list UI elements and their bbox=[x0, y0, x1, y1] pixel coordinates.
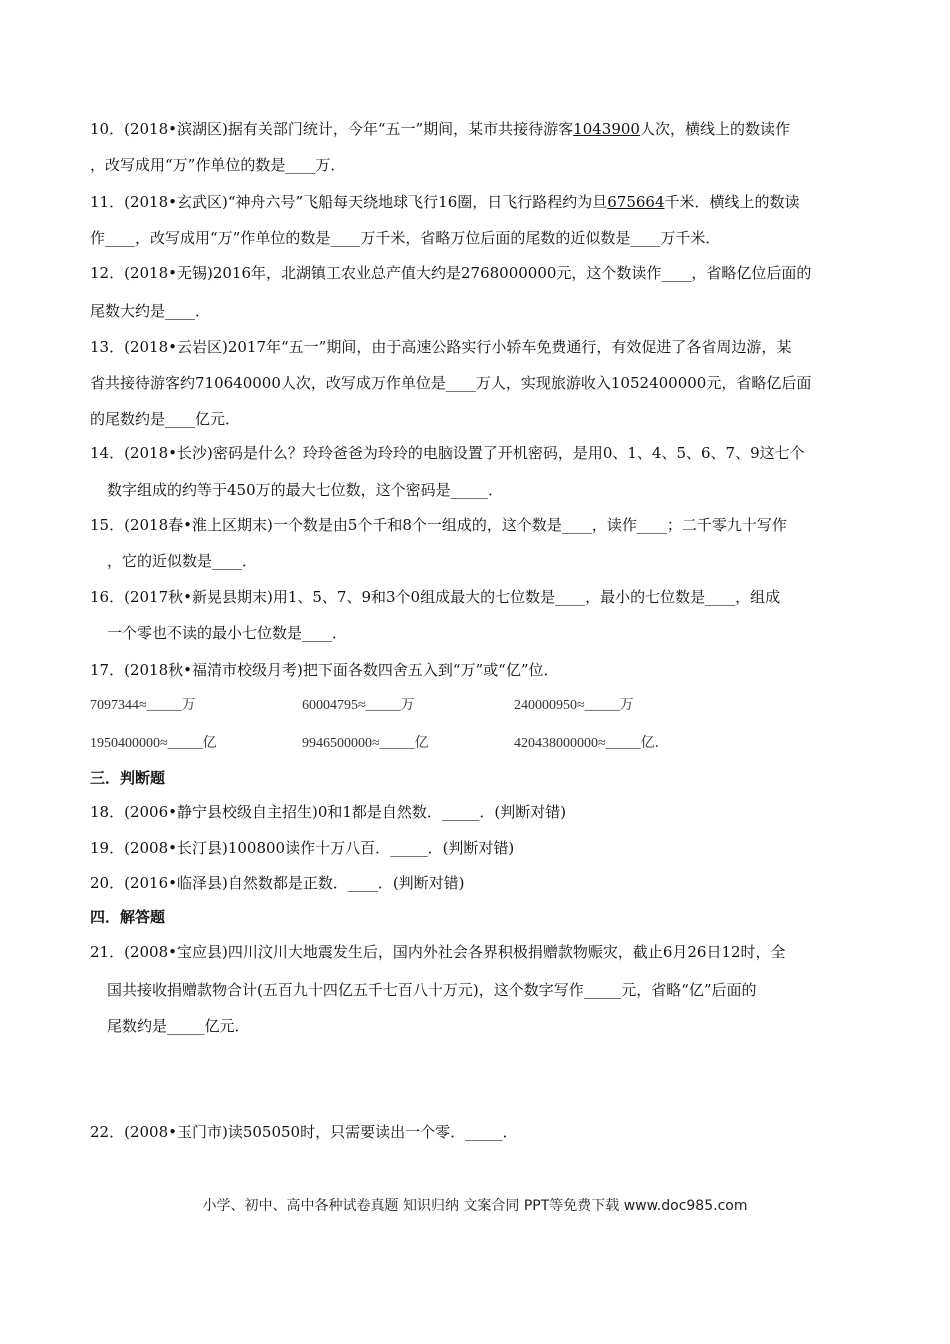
question-10-line-2: ，改写成用“万”作单位的数是____万． bbox=[90, 156, 346, 174]
section-3-heading: 三．判断题 bbox=[90, 769, 166, 787]
question-21-line-3: 尾数约是_____亿元． bbox=[107, 1017, 250, 1035]
question-10-line-1 bbox=[90, 119, 790, 139]
question-11-line-2: 作____，改写成用“万”作单位的数是____万千米，省略万位后面的尾数的近似数是____万千米． bbox=[90, 229, 721, 247]
question-12-line-2: 尾数大约是____． bbox=[90, 302, 211, 320]
question-21-line-1: 21．(2008•宝应县)四川汶川大地震发生后，国内外社会各界积极捐赠款物赈灾，截止6月26日12时，全 bbox=[90, 943, 786, 961]
q17-item-2: 60004795≈_____万 bbox=[302, 698, 415, 713]
question-20: 20．(2016•临泽县)自然数都是正数．____．(判断对错) bbox=[90, 874, 465, 892]
question-16-line-2: 一个零也不读的最小七位数是____． bbox=[107, 624, 348, 642]
q17-item-1: 7097344≈_____万 bbox=[90, 698, 196, 713]
q11-underlined-number: 675664 bbox=[607, 193, 665, 211]
section-4-heading: 四．解答题 bbox=[90, 908, 166, 926]
question-17-line-1: 17．(2018秋•福清市校级月考)把下面各数四舍五入到“万”或“亿”位． bbox=[90, 661, 559, 679]
q17-item-6: 420438000000≈_____亿． bbox=[514, 736, 669, 751]
q10-underlined-number: 1043900 bbox=[573, 120, 640, 138]
question-18: 18．(2006•静宁县校级自主招生)0和1都是自然数．_____．(判断对错) bbox=[90, 803, 567, 821]
question-14-line-1: 14．(2018•长沙)密码是什么？玲玲爸爸为玲玲的电脑设置了开机密码，是用0、1、4、5、6、7、9这七个 bbox=[90, 444, 805, 462]
question-19: 19．(2008•长汀县)100800读作十万八百．_____．(判断对错) bbox=[90, 839, 515, 857]
q11-text-a: 11．(2018•玄武区)“神舟六号”飞船每天绕地球飞行16圈，日飞行路程约为旦 bbox=[90, 193, 608, 211]
q17-item-5: 9946500000≈_____亿 bbox=[302, 736, 429, 751]
q10-text-b: 人次，横线上的数读作 bbox=[639, 120, 790, 138]
question-13-line-1: 13．(2018•云岩区)2017年“五一”期间，由于高速公路实行小轿车免费通行，有效促进了各省周边游，某 bbox=[90, 338, 792, 356]
question-13-line-3: 的尾数约是____亿元． bbox=[90, 410, 241, 428]
question-13-line-2: 省共接待游客约710640000人次，改写成万作单位是____万人，实现旅游收入1052400000元，省略亿后面 bbox=[90, 374, 812, 392]
question-22: 22．(2008•玉门市)读505050时，只需要读出一个零．_____． bbox=[90, 1123, 518, 1141]
q11-text-b: 千米．横线上的数读 bbox=[664, 193, 800, 211]
question-16-line-1: 16．(2017秋•新晃县期末)用1、5、7、9和3个0组成最大的七位数是____，最小的七位数是____，组成 bbox=[90, 588, 781, 606]
question-15-line-1: 15．(2018春•淮上区期末)一个数是由5个千和8个一组成的，这个数是____，读作____；二千零九十写作 bbox=[90, 516, 787, 534]
q10-text-a: 10．(2018•滨湖区)据有关部门统计，今年“五一”期间，某市共接待游客 bbox=[90, 120, 574, 138]
question-15-line-2: ，它的近似数是____． bbox=[107, 552, 258, 570]
question-12-line-1: 12．(2018•无锡)2016年，北湖镇工农业总产值大约是2768000000元，这个数读作____，省略亿位后面的 bbox=[90, 264, 812, 282]
question-21-line-2: 国共接收捐赠款物合计(五百九十四亿五千七百八十万元)，这个数字写作_____元，省略“亿”后面的 bbox=[107, 981, 757, 999]
question-14-line-2: 数字组成的约等于450万的最大七位数，这个密码是_____． bbox=[107, 481, 504, 499]
footer-text: 小学、初中、高中各种试卷真题 知识归纳 文案合同 PPT等免费下载 www.doc985.com bbox=[202, 1198, 748, 1214]
q17-item-4: 1950400000≈_____亿 bbox=[90, 736, 217, 751]
q17-item-3: 240000950≈_____万 bbox=[514, 698, 634, 713]
question-11-line-1 bbox=[90, 192, 800, 212]
